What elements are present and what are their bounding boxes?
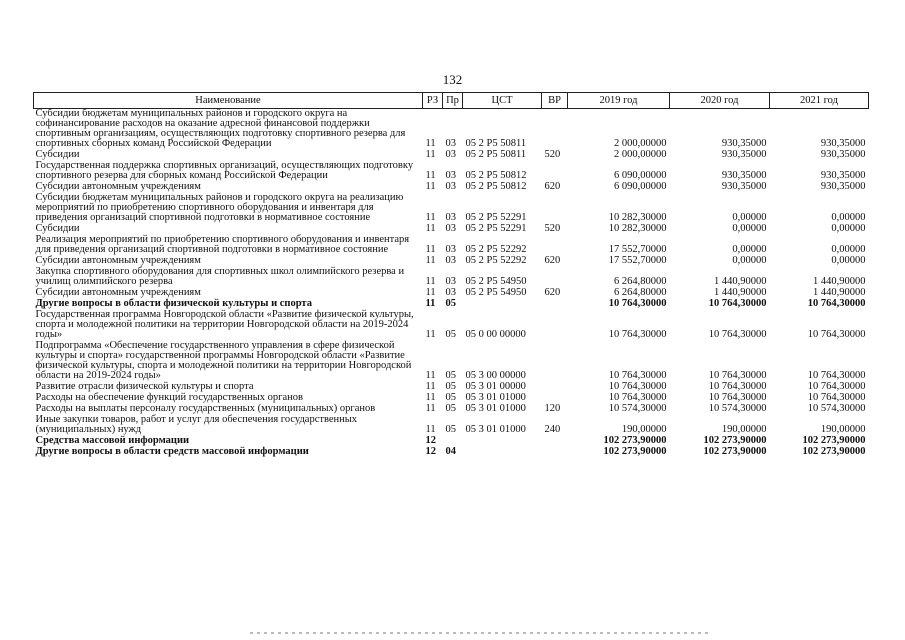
cell-vr: 520	[544, 223, 561, 234]
cell-rz: 11	[425, 138, 436, 149]
cell-y2021: 0,00000	[831, 244, 866, 255]
cell-pr: 05	[445, 381, 456, 392]
cell-cst: 05 2 P5 52291	[465, 212, 527, 223]
cell-y2021: 10 764,30000	[807, 329, 866, 340]
header-pr: Пр	[443, 93, 463, 109]
cell-rz: 11	[425, 244, 436, 255]
cell-y2019: 102 273,90000	[603, 435, 667, 446]
header-2020: 2020 год	[670, 93, 770, 109]
cell-y2019: 102 273,90000	[603, 446, 667, 457]
cell-y2020: 102 273,90000	[703, 446, 767, 457]
cell-y2019: 10 764,30000	[608, 392, 667, 403]
cell-rz: 11	[425, 287, 436, 298]
cell-y2019: 17 552,70000	[608, 244, 667, 255]
cell-name: Другие вопросы в области физической культуры и спорта	[35, 298, 312, 309]
table-header-row	[34, 93, 869, 109]
cell-pr: 05	[445, 424, 456, 435]
cell-y2019: 190,00000	[621, 424, 667, 435]
cell-rz: 11	[425, 181, 436, 192]
cell-vr	[542, 161, 568, 182]
cell-name: Субсидии бюджетам муниципальных районов и городского округа на софинансирование расходов на оказание адресной финансовой поддержки спортивным организациям, осуществляющих подготовку спортивного резерва для спортивных сборных команд Российской Федерации	[35, 108, 406, 149]
cell-name: Реализация мероприятий по приобретению спортивного оборудования и инвентаря для приведения организаций спортивной подготовки в нормативное состояние	[35, 234, 410, 255]
cell-pr: 03	[445, 255, 456, 266]
cell-cst: 05 2 P5 50811	[465, 149, 527, 160]
table-row	[34, 109, 869, 151]
header-name: Наименование	[34, 93, 423, 109]
cell-rz: 11	[425, 381, 436, 392]
scan-artifact-line	[250, 632, 710, 634]
cell-vr: 520	[544, 149, 561, 160]
cell-y2020: 930,35000	[721, 149, 767, 160]
cell-pr: 03	[445, 149, 456, 160]
cell-cst: 05 3 01 01000	[465, 424, 526, 435]
cell-name: Расходы на обеспечение функций государственных органов	[35, 392, 303, 403]
cell-cst	[463, 447, 542, 458]
cell-name: Средства массовой информации	[35, 435, 190, 446]
cell-vr	[542, 436, 568, 447]
cell-vr	[542, 109, 568, 151]
cell-rz: 11	[425, 255, 436, 266]
cell-rz: 11	[425, 212, 436, 223]
cell-pr: 03	[445, 287, 456, 298]
cell-pr: 03	[445, 223, 456, 234]
cell-y2021: 10 764,30000	[807, 392, 866, 403]
cell-y2021: 930,35000	[820, 170, 866, 181]
cell-name: Государственная поддержка спортивных организаций, осуществляющих подготовку спортивного резерва для сборных команд Российской Федерации	[35, 160, 414, 181]
cell-y2021: 930,35000	[820, 181, 866, 192]
cell-rz: 11	[425, 392, 436, 403]
cell-rz: 11	[425, 424, 436, 435]
cell-y2021: 930,35000	[820, 149, 866, 160]
page-number: 132	[442, 72, 463, 87]
cell-name: Субсидии автономным учреждениям	[35, 255, 201, 266]
cell-name: Закупка спортивного оборудования для спортивных школ олимпийского резерва и училищ олимпийского резерва	[35, 266, 405, 287]
cell-y2019: 6 264,80000	[614, 287, 667, 298]
cell-name: Субсидии автономным учреждениям	[35, 181, 201, 192]
table-body	[34, 109, 869, 459]
cell-y2019: 10 764,30000	[608, 329, 667, 340]
cell-pr: 03	[445, 276, 456, 287]
cell-y2021: 102 273,90000	[802, 446, 866, 457]
header-2021: 2021 год	[770, 93, 869, 109]
cell-y2020: 10 764,30000	[708, 298, 767, 309]
cell-y2020: 10 574,30000	[708, 403, 767, 414]
cell-cst	[463, 436, 542, 447]
cell-rz: 11	[425, 298, 436, 309]
table-row	[34, 267, 869, 288]
cell-y2020: 10 764,30000	[708, 329, 767, 340]
header-vr: ВР	[542, 93, 568, 109]
cell-pr: 05	[445, 329, 456, 340]
cell-rz: 11	[425, 276, 436, 287]
cell-y2020: 10 764,30000	[708, 381, 767, 392]
cell-vr	[542, 193, 568, 224]
cell-y2020: 930,35000	[721, 138, 767, 149]
cell-name: Расходы на выплаты персоналу государственных (муниципальных) органов	[35, 403, 376, 414]
cell-vr	[542, 310, 568, 341]
cell-y2021: 0,00000	[831, 223, 866, 234]
cell-pr: 03	[445, 138, 456, 149]
cell-pr: 05	[445, 298, 456, 309]
header-cst: ЦСТ	[463, 93, 542, 109]
cell-cst: 05 2 P5 52292	[465, 244, 527, 255]
cell-cst: 05 2 P5 52292	[465, 255, 527, 266]
cell-vr	[542, 235, 568, 256]
cell-cst: 05 2 P5 50812	[465, 181, 527, 192]
cell-y2020: 930,35000	[721, 181, 767, 192]
table-row	[34, 415, 869, 436]
cell-y2021: 0,00000	[831, 212, 866, 223]
cell-vr	[542, 299, 568, 310]
cell-y2020: 0,00000	[732, 244, 767, 255]
cell-name: Подпрограмма «Обеспечение государственного управления в сфере физической культуры и спорта» государственной программы Новгородской области «Развитие физической культуры, спорта и молодежной политики на территории Новгородской области на 2019-2024 годы»	[35, 340, 412, 381]
cell-y2019: 10 764,30000	[608, 298, 667, 309]
cell-y2019: 6 090,00000	[614, 181, 667, 192]
cell-name: Субсидии бюджетам муниципальных районов и городского округа на реализацию мероприятий по приобретению спортивного оборудования и инвентаря для приведения организаций спортивной подготовки в нормативное состояние	[35, 192, 404, 223]
cell-y2021: 10 764,30000	[807, 370, 866, 381]
cell-name: Субсидии	[35, 149, 80, 160]
cell-vr	[542, 267, 568, 288]
table-row	[34, 235, 869, 256]
cell-cst: 05 3 01 01000	[465, 392, 526, 403]
cell-y2019: 10 282,30000	[608, 223, 667, 234]
cell-y2021: 1 440,90000	[813, 287, 866, 298]
table-row	[34, 193, 869, 224]
cell-pr: 03	[445, 170, 456, 181]
cell-cst: 05 3 00 00000	[465, 370, 526, 381]
cell-y2020: 102 273,90000	[703, 435, 767, 446]
cell-y2020: 0,00000	[732, 212, 767, 223]
cell-y2019: 10 574,30000	[608, 403, 667, 414]
cell-pr: 03	[445, 212, 456, 223]
cell-rz: 11	[425, 403, 436, 414]
table-row	[34, 341, 869, 382]
cell-y2021: 10 764,30000	[807, 381, 866, 392]
cell-y2019: 17 552,70000	[608, 255, 667, 266]
cell-rz: 12	[425, 435, 436, 446]
cell-vr: 620	[544, 181, 561, 192]
cell-cst	[463, 299, 542, 310]
cell-pr: 03	[445, 244, 456, 255]
cell-cst: 05 2 P5 54950	[465, 276, 527, 287]
cell-y2021: 0,00000	[831, 255, 866, 266]
cell-pr: 05	[445, 370, 456, 381]
cell-cst: 05 3 01 01000	[465, 403, 526, 414]
cell-rz: 11	[425, 170, 436, 181]
cell-pr: 04	[445, 446, 456, 457]
cell-y2020: 0,00000	[732, 223, 767, 234]
cell-name: Субсидии	[35, 223, 80, 234]
cell-pr: 05	[445, 392, 456, 403]
cell-name: Развитие отрасли физической культуры и спорта	[35, 381, 254, 392]
cell-y2019: 10 282,30000	[608, 212, 667, 223]
cell-y2020: 10 764,30000	[708, 370, 767, 381]
table-row	[34, 310, 869, 341]
cell-y2021: 1 440,90000	[813, 276, 866, 287]
cell-rz: 12	[425, 446, 436, 457]
cell-vr	[542, 382, 568, 393]
cell-y2019: 2 000,00000	[614, 138, 667, 149]
cell-y2019: 6 264,80000	[614, 276, 667, 287]
cell-y2020: 0,00000	[732, 255, 767, 266]
cell-name: Субсидии автономным учреждениям	[35, 287, 201, 298]
cell-cst: 05 2 P5 50811	[465, 138, 527, 149]
cell-vr: 620	[544, 287, 561, 298]
cell-y2019: 10 764,30000	[608, 381, 667, 392]
cell-vr: 120	[544, 403, 561, 414]
cell-name: Иные закупки товаров, работ и услуг для обеспечения государственных (муниципальных) нужд	[35, 414, 358, 435]
cell-cst: 05 0 00 00000	[465, 329, 526, 340]
cell-name: Другие вопросы в области средств массовой информации	[35, 446, 309, 457]
cell-y2020: 10 764,30000	[708, 392, 767, 403]
cell-name: Государственная программа Новгородской области «Развитие физической культуры, спорта и молодежной политики на территории Новгородской области на 2019-2024 годы»	[35, 309, 414, 340]
cell-cst: 05 3 01 00000	[465, 381, 526, 392]
table-row	[34, 161, 869, 182]
budget-table	[33, 92, 869, 458]
table-row	[34, 447, 869, 458]
cell-pr: 05	[445, 403, 456, 414]
cell-rz: 11	[425, 223, 436, 234]
cell-y2019: 6 090,00000	[614, 170, 667, 181]
cell-rz: 11	[425, 370, 436, 381]
cell-y2020: 930,35000	[721, 170, 767, 181]
cell-y2020: 1 440,90000	[714, 287, 767, 298]
cell-y2021: 10 764,30000	[807, 298, 866, 309]
cell-y2020: 190,00000	[721, 424, 767, 435]
cell-rz: 11	[425, 329, 436, 340]
cell-y2021: 930,35000	[820, 138, 866, 149]
cell-vr	[542, 341, 568, 382]
cell-y2021: 102 273,90000	[802, 435, 866, 446]
cell-y2021: 10 574,30000	[807, 403, 866, 414]
cell-y2021: 190,00000	[820, 424, 866, 435]
cell-cst: 05 2 P5 52291	[465, 223, 527, 234]
header-rz: РЗ	[423, 93, 443, 109]
cell-rz: 11	[425, 149, 436, 160]
header-2019: 2019 год	[568, 93, 670, 109]
cell-vr	[542, 447, 568, 458]
cell-y2019: 2 000,00000	[614, 149, 667, 160]
cell-y2020: 1 440,90000	[714, 276, 767, 287]
cell-y2019: 10 764,30000	[608, 370, 667, 381]
cell-pr: 03	[445, 181, 456, 192]
cell-vr: 240	[544, 424, 561, 435]
cell-vr: 620	[544, 255, 561, 266]
cell-cst: 05 2 P5 54950	[465, 287, 527, 298]
cell-cst: 05 2 P5 50812	[465, 170, 527, 181]
